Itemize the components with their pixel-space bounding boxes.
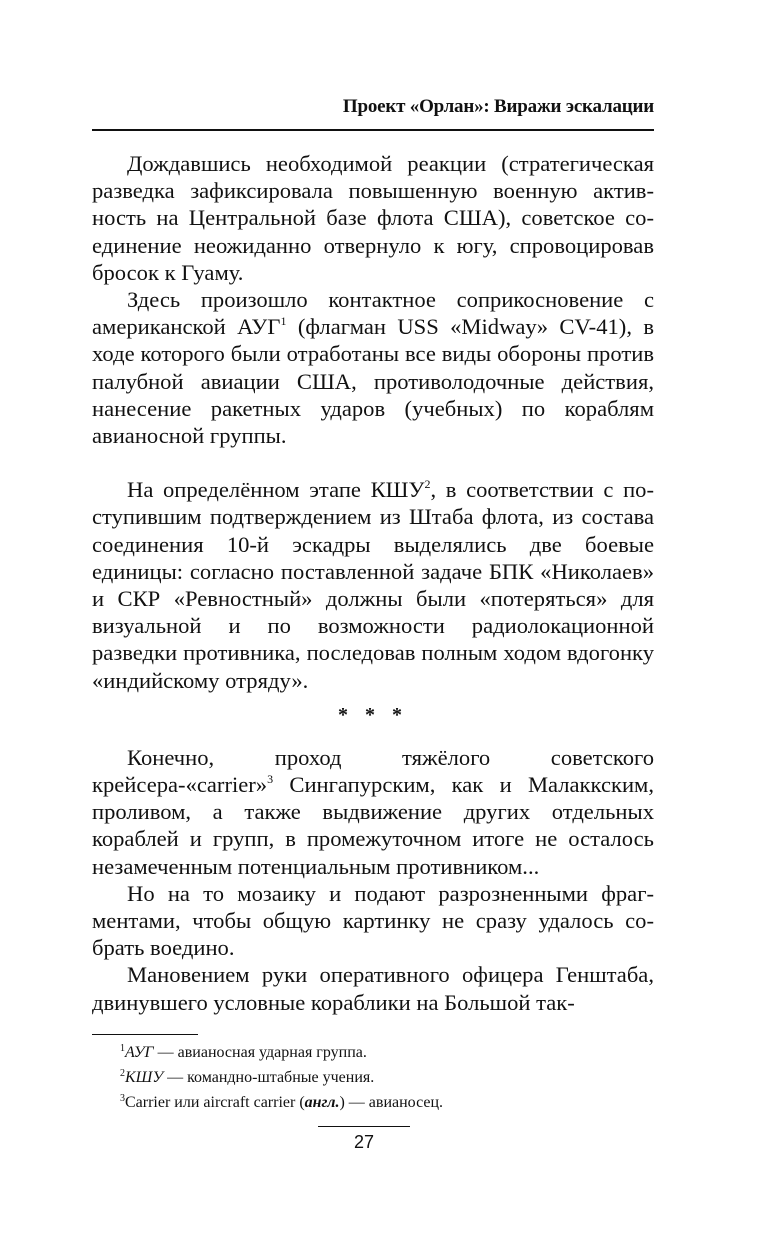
paragraph-4-text-a: Конечно, проход тяжёлого советского крейсера-«carrier» <box>92 744 654 798</box>
paragraph-3-text-b: , в соответствии с поступившим подтверждением из Штаба флота, из состава соединения 10-й эскадры выделялись две боевые единицы: согласно поставленной задаче БПК «Николаев» и СКР «Ревностный» должны были «потеряться» для визуальной и по возможности радиолокационной разведки противника, последовав полным ходом вдогонку «индийскому отряду». <box>92 477 654 693</box>
footnotes <box>92 1040 654 1115</box>
paragraph-1: Дождавшись необходимой реакции (стратегическая разведка зафиксировала повышенную военную активность на Центральной базе флота США), советское соединение неожиданно отвернуло к югу, спровоцировав бросок к Гуаму. <box>92 151 654 285</box>
footnote-ref-3: 3 <box>267 772 274 787</box>
paragraph-3 <box>92 476 654 694</box>
page-number: 27 <box>353 1132 375 1152</box>
footnote-divider <box>92 1034 198 1035</box>
paragraph-5: Но на то мозаику и подают разрозненными фрагментами, чтобы общую картинку не сразу удалось собрать воедино. <box>92 880 654 961</box>
footnote-text: — командно-штабные учения. <box>163 1069 375 1086</box>
section-separator: * * * <box>338 703 408 726</box>
page-number-divider <box>318 1126 410 1127</box>
footnote-text: — авианосная ударная группа. <box>153 1044 367 1061</box>
paragraph-4 <box>92 744 654 880</box>
header-divider <box>92 129 654 131</box>
paragraph-2 <box>92 286 654 449</box>
paragraph-2-text-a: Здесь произошло контактное соприкосновение с американской АУГ <box>92 287 654 340</box>
footnote-mark: 2 <box>120 1068 125 1079</box>
footnote-1 <box>92 1040 654 1065</box>
footnote-ref-1: 1 <box>280 314 287 329</box>
footnote-term: КШУ <box>125 1069 164 1086</box>
footnote-mark: 3 <box>120 1093 125 1104</box>
footnote-ref-2: 2 <box>424 477 431 492</box>
paragraph-3-text-a: На определённом этапе КШУ <box>127 477 425 503</box>
paragraph-2-text-b: (флагман USS «Midway» CV-41), в ходе которого были отработаны все виды обороны против палубной авиации США, противолодочные действия, нанесение ракетных ударов (учебных) по кораблям авианосной группы. <box>92 314 654 449</box>
footnote-2 <box>92 1065 654 1090</box>
paragraph-4-text-b: Сингапурским, как и Малаккским, проливом, а также выдвижение других отдельных кораблей и групп, в промежуточном итоге не осталось незамеченным потенциальным противником... <box>92 772 654 879</box>
footnote-term: англ. <box>304 1094 340 1111</box>
footnote-term: АУГ <box>125 1044 154 1061</box>
footnote-3 <box>92 1090 654 1115</box>
main-text <box>92 150 654 1016</box>
paragraph-6: Мановением руки оперативного офицера Генштаба, двинувшего условные кораблики на Большой так- <box>92 962 654 1015</box>
running-header: Проект «Орлан»: Виражи эскалации <box>342 96 654 117</box>
footnote-mark: 1 <box>120 1043 125 1054</box>
footnote-text: ) — авианосец. <box>339 1094 444 1111</box>
footnote-lead: Carrier или aircraft carrier ( <box>125 1094 305 1111</box>
